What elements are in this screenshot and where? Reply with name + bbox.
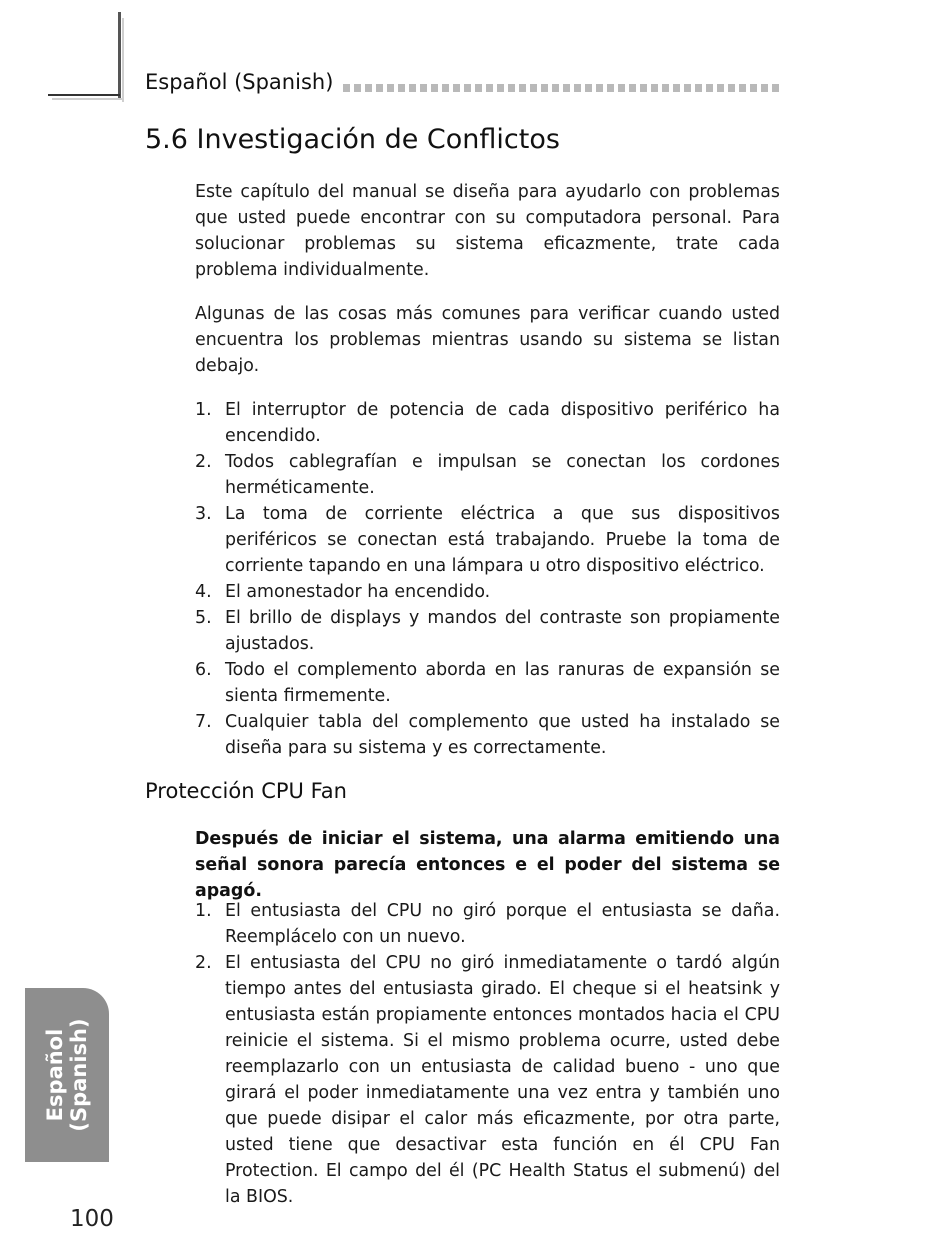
corner-mark-horizontal-shadow	[52, 98, 124, 100]
header-title: Español (Spanish)	[145, 70, 334, 94]
list-item	[195, 950, 780, 1210]
list-item-number: 2.	[195, 452, 212, 472]
section-title: 5.6 Investigación de Conflictos	[145, 124, 560, 155]
list-item-text: La toma de corriente eléctrica a que sus dispositivos periféricos se conectan está trabajando. Pruebe la toma de corriente tapando en una lámpara u otro dispositivo eléctrico.	[225, 504, 780, 576]
list-item	[195, 397, 780, 449]
intro-paragraph-2-text: Algunas de las cosas más comunes para verificar cuando usted encuentra los problemas mientras usando su sistema se listan debajo.	[195, 304, 780, 376]
list-item-text: Todo el complemento aborda en las ranuras de expansión se sienta firmemente.	[225, 660, 780, 706]
list-item	[195, 605, 780, 657]
corner-mark-vertical	[118, 12, 121, 100]
language-side-tab	[25, 988, 109, 1162]
list-item	[195, 579, 780, 605]
list-item-number: 1.	[195, 901, 212, 921]
corner-mark-vertical-shadow	[122, 18, 124, 102]
list-item-number: 1.	[195, 400, 212, 420]
list-item	[195, 709, 780, 761]
list-item-number: 5.	[195, 608, 212, 628]
list-item-number: 6.	[195, 660, 212, 680]
side-tab-line-1: Español	[43, 1028, 67, 1122]
running-header	[145, 70, 780, 100]
list-item-number: 2.	[195, 953, 212, 973]
list-item-text: Todos cablegrafían e impulsan se conectan los cordones herméticamente.	[225, 452, 780, 498]
list-item	[195, 898, 780, 950]
list-item-text: Cualquier tabla del complemento que usted ha instalado se diseña para su sistema y es correctamente.	[225, 712, 780, 758]
list-item-number: 3.	[195, 504, 212, 524]
list-item	[195, 501, 780, 579]
list-item-text: El interruptor de potencia de cada dispositivo periférico ha encendido.	[225, 400, 780, 446]
intro-paragraph-1-text: Este capítulo del manual se diseña para ayudarlo con problemas que usted puede encontrar con su computadora personal. Para solucionar problemas su sistema eficazmente, trate cada problema individualmente.	[195, 182, 780, 280]
side-tab-label	[43, 1018, 91, 1131]
list-item	[195, 449, 780, 501]
list-item	[195, 657, 780, 709]
list-item-text: El entusiasta del CPU no giró porque el entusiasta se daña. Reemplácelo con un nuevo.	[225, 901, 780, 947]
list-item-text: El brillo de displays y mandos del contraste son propiamente ajustados.	[225, 608, 780, 654]
intro-paragraph-1	[195, 179, 780, 283]
subsection-title-cpu-fan: Protección CPU Fan	[145, 779, 347, 803]
side-tab-line-2: (Spanish)	[67, 1018, 91, 1132]
list-item-text: El entusiasta del CPU no giró inmediatamente o tardó algún tiempo antes del entusiasta girado. El cheque si el heatsink y entusiasta están propiamente entonces montados hacia el CPU reinicie el sistema. Si el mismo problema ocurre, usted debe reemplazarlo con un entusiasta de calidad bueno - uno que girará el poder inmediatamente una vez entra y también uno que puede disipar el calor más eficazmente, por otra parte, usted tiene que desactivar esta función en él CPU Fan Protection. El campo del él (PC Health Status el submenú) del la BIOS.	[225, 953, 780, 1207]
list-item-number: 4.	[195, 582, 212, 602]
header-dot-leader	[343, 84, 780, 92]
corner-mark-horizontal	[48, 94, 120, 96]
cpu-fan-solutions-list	[195, 898, 780, 1210]
list-item-text: El amonestador ha encendido.	[225, 582, 491, 602]
page-number: 100	[70, 1206, 114, 1232]
intro-paragraph-2	[195, 301, 780, 379]
cpu-fan-symptom: Después de iniciar el sistema, una alarma emitiendo una señal sonora parecía entonces e el poder del sistema se apagó.	[195, 829, 780, 901]
list-item-number: 7.	[195, 712, 212, 732]
troubleshooting-checklist	[195, 397, 780, 761]
